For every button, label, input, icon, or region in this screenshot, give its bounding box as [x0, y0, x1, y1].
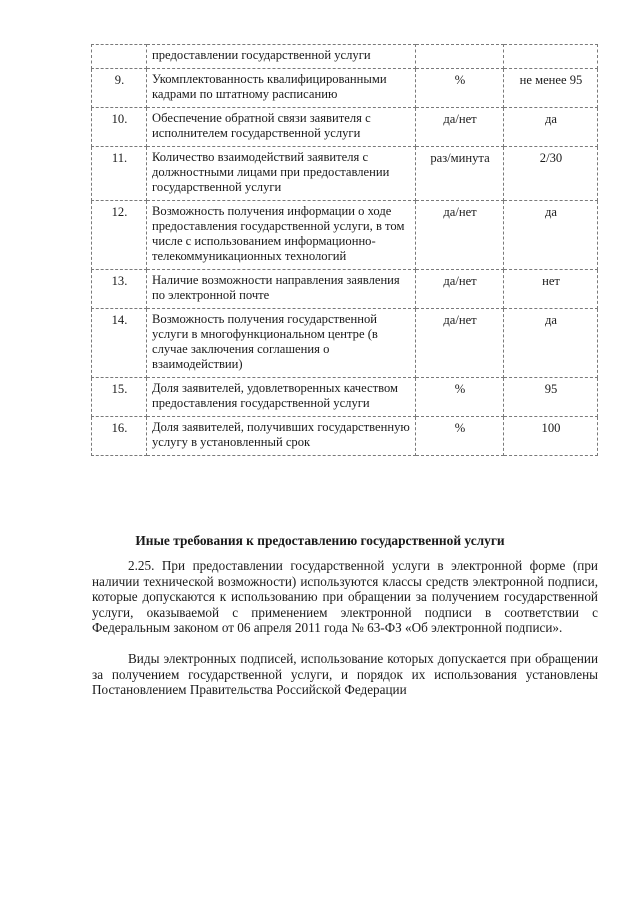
table-row — [92, 201, 598, 270]
row-indicator: Доля заявителей, удовлетворенных качеством предоставления государственной услуги — [147, 378, 416, 417]
row-unit: раз/минута — [416, 147, 504, 201]
row-indicator: Наличие возможности направления заявления по электронной почте — [147, 270, 416, 309]
paragraph-2-25: 2.25. При предоставлении государственной услуги в электронной форме (при наличии технической возможности) используются классы средств электронной подписи, которые допускаются к использованию при обращении за получением государственной услуги, оказываемой с применением электронной подписи в соответствии с Федеральным законом от 06 апреля 2011 года № 63-ФЗ «Об электронной подписи». — [92, 558, 598, 636]
row-number: 15. — [92, 378, 147, 417]
row-value: 95 — [504, 378, 598, 417]
row-unit: да/нет — [416, 309, 504, 378]
table-row — [92, 147, 598, 201]
row-value: да — [504, 108, 598, 147]
row-unit: да/нет — [416, 201, 504, 270]
table-row — [92, 417, 598, 456]
row-unit: да/нет — [416, 270, 504, 309]
row-indicator: Укомплектованность квалифицированными кадрами по штатному расписанию — [147, 69, 416, 108]
row-indicator: Количество взаимодействий заявителя с должностными лицами при предоставлении государственной услуги — [147, 147, 416, 201]
row-unit: % — [416, 69, 504, 108]
row-indicator: Доля заявителей, получивших государственную услугу в установленный срок — [147, 417, 416, 456]
table-row — [92, 108, 598, 147]
row-number: 11. — [92, 147, 147, 201]
table-row — [92, 69, 598, 108]
row-value — [504, 45, 598, 69]
row-number: 16. — [92, 417, 147, 456]
row-unit: % — [416, 417, 504, 456]
row-indicator: Возможность получения государственной услуги в многофункциональном центре (в случае заключения соглашения о взаимодействии) — [147, 309, 416, 378]
row-number — [92, 45, 147, 69]
row-unit: да/нет — [416, 108, 504, 147]
row-unit — [416, 45, 504, 69]
row-number: 12. — [92, 201, 147, 270]
row-number: 14. — [92, 309, 147, 378]
table-row — [92, 270, 598, 309]
row-number: 9. — [92, 69, 147, 108]
table-row — [92, 309, 598, 378]
row-value: да — [504, 201, 598, 270]
table-row — [92, 45, 598, 69]
row-number: 10. — [92, 108, 147, 147]
table-row — [92, 378, 598, 417]
section-heading: Иные требования к предоставлению государственной услуги — [135, 533, 505, 548]
row-indicator: предоставлении государственной услуги — [147, 45, 416, 69]
row-value: нет — [504, 270, 598, 309]
row-value: 2/30 — [504, 147, 598, 201]
row-value: не менее 95 — [504, 69, 598, 108]
row-unit: % — [416, 378, 504, 417]
criteria-table — [91, 44, 598, 456]
row-indicator: Обеспечение обратной связи заявителя с исполнителем государственной услуги — [147, 108, 416, 147]
paragraph-signature-types: Виды электронных подписей, использование которых допускается при обращении за получением государственной услуги, и порядок их использования установлены Постановлением Правительства Российской Федерации — [92, 651, 598, 698]
row-indicator: Возможность получения информации о ходе предоставления государственной услуги, в том числе с использованием информационно-телекоммуникационных технологий — [147, 201, 416, 270]
row-value: да — [504, 309, 598, 378]
row-value: 100 — [504, 417, 598, 456]
row-number: 13. — [92, 270, 147, 309]
